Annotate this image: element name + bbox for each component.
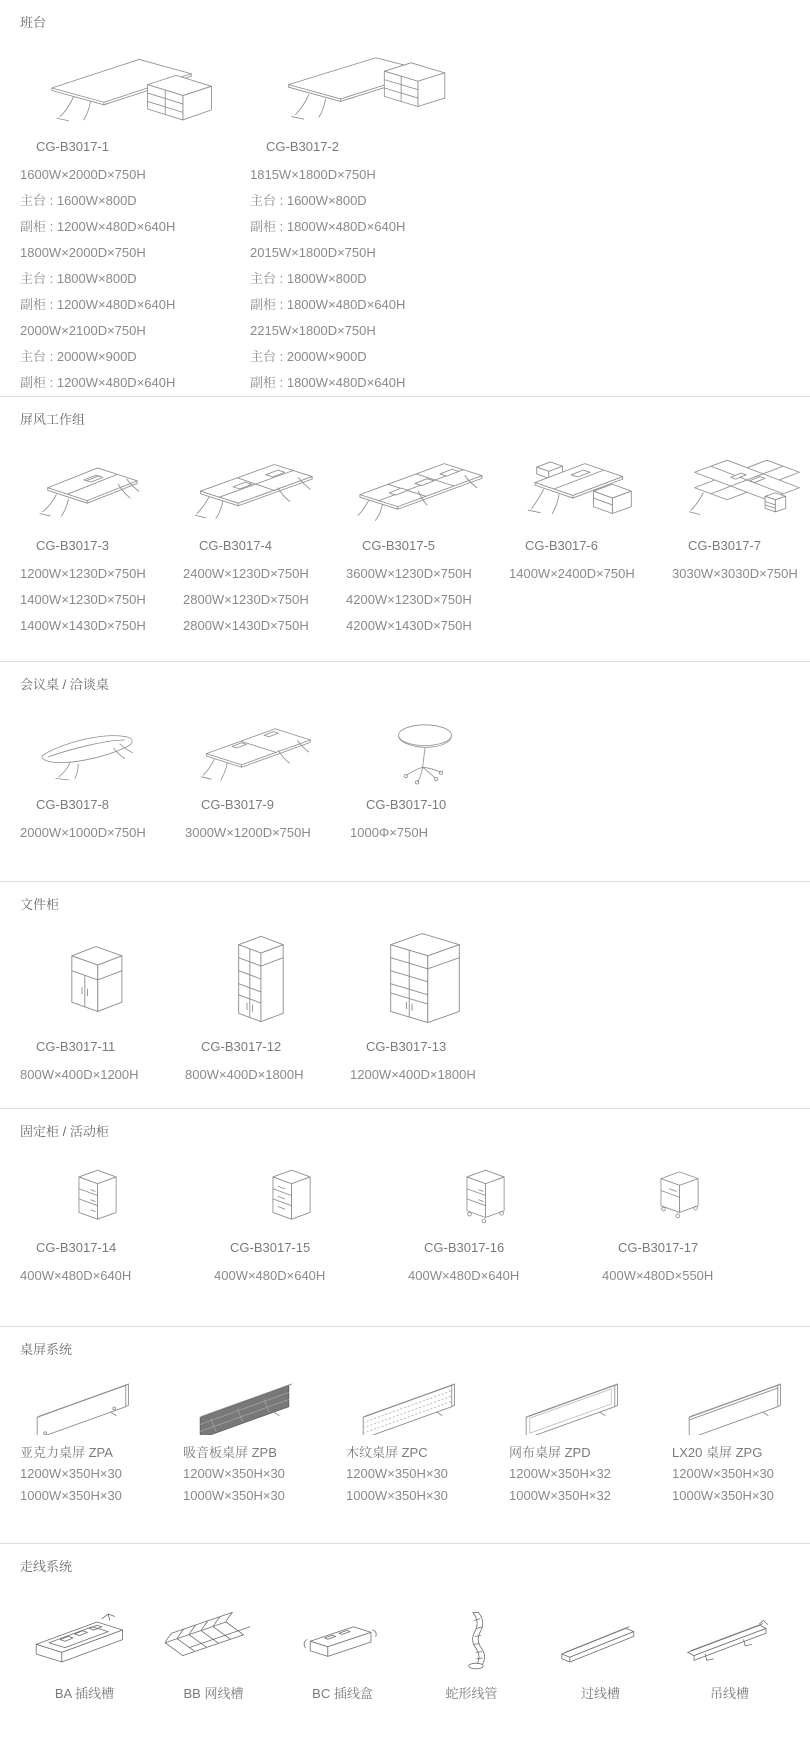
conference-rect-table-drawing <box>185 708 335 788</box>
product-spec-line: 1400W×1230D×750H <box>20 592 146 607</box>
product-spec-line: 2000W×1000D×750H <box>20 825 146 840</box>
product-specs <box>602 1263 796 1289</box>
product-code: CG-B3017-1 <box>36 139 109 154</box>
product-specs <box>672 561 810 587</box>
product-specs <box>408 1263 602 1289</box>
product-row <box>20 708 810 846</box>
product-spec-line: 主台 : 2000W×900D <box>20 349 137 364</box>
product-card <box>20 443 183 639</box>
product-specs <box>350 820 515 846</box>
product-specs <box>185 1062 350 1088</box>
product-spec-line: 3600W×1230D×750H <box>346 566 472 581</box>
product-spec-line: 1000W×350H×32 <box>509 1488 611 1503</box>
section-title-pedestals: 固定柜 / 活动柜 <box>20 1124 109 1139</box>
product-card <box>20 708 185 846</box>
product-spec-line: 1000W×350H×30 <box>672 1488 774 1503</box>
product-spec-line: 2800W×1230D×750H <box>183 592 309 607</box>
product-spec-line: 主台 : 1800W×800D <box>250 271 367 286</box>
product-name: BB 网线槽 <box>183 1686 244 1701</box>
product-code: CG-B3017-13 <box>366 1039 447 1054</box>
product-card <box>185 928 350 1088</box>
round-table-drawing <box>350 708 500 788</box>
product-spec-line: 副柜 : 1200W×480D×640H <box>20 219 176 234</box>
product-spec-line: 副柜 : 1800W×480D×640H <box>250 219 406 234</box>
product-code: CG-B3017-9 <box>201 797 274 812</box>
section-workstations <box>0 396 810 661</box>
cable-tray-ba-drawing <box>25 1596 145 1670</box>
product-row <box>20 1155 810 1289</box>
product-card <box>407 1590 536 1704</box>
product-spec-line: 主台 : 2000W×900D <box>250 349 367 364</box>
product-specs <box>20 1263 214 1289</box>
product-card <box>20 1373 183 1507</box>
section-file-cabinets <box>0 881 810 1108</box>
product-specs <box>346 1463 509 1507</box>
product-spec-line: 2215W×1800D×750H <box>250 323 376 338</box>
product-spec-line: 副柜 : 1200W×480D×640H <box>20 297 176 312</box>
product-spec-line: 1200W×350H×32 <box>509 1466 611 1481</box>
product-spec-line: 1200W×350H×30 <box>183 1466 285 1481</box>
product-row <box>20 928 810 1088</box>
product-specs <box>672 1463 810 1507</box>
product-specs <box>20 1062 185 1088</box>
product-spec-line: 1400W×1430D×750H <box>20 618 146 633</box>
product-card <box>346 443 509 639</box>
pedestal-fixed-drawing <box>20 1155 170 1231</box>
product-specs <box>346 561 509 639</box>
product-spec-line: 4200W×1230D×750H <box>346 592 472 607</box>
product-specs <box>250 162 480 396</box>
section-title-bantai: 班台 <box>20 15 47 30</box>
product-code: CG-B3017-17 <box>618 1240 699 1255</box>
product-row <box>20 1590 796 1704</box>
product-card <box>20 1590 149 1704</box>
product-code: CG-B3017-3 <box>36 538 109 553</box>
product-specs <box>350 1062 515 1088</box>
product-card <box>509 443 672 587</box>
product-card <box>350 708 515 846</box>
product-spec-line: 1000W×350H×30 <box>346 1488 448 1503</box>
product-specs <box>20 162 250 396</box>
product-spec-line: 主台 : 1600W×800D <box>20 193 137 208</box>
product-code: CG-B3017-16 <box>424 1240 505 1255</box>
conference-boat-table-drawing <box>20 708 170 788</box>
product-spec-line: 2800W×1430D×750H <box>183 618 309 633</box>
screen-mesh-drawing <box>509 1373 655 1435</box>
product-card <box>509 1373 672 1507</box>
product-spec-line: 1000W×350H×30 <box>183 1488 285 1503</box>
product-card <box>250 46 480 396</box>
product-specs <box>20 820 185 846</box>
product-card <box>346 1373 509 1507</box>
product-name: LX20 桌屏 ZPG <box>672 1445 763 1460</box>
product-spec-line: 1200W×1230D×750H <box>20 566 146 581</box>
product-card <box>665 1590 794 1704</box>
cable-box-bc-drawing <box>283 1596 403 1670</box>
product-code: CG-B3017-12 <box>201 1039 282 1054</box>
product-spec-line: 3000W×1200D×750H <box>185 825 311 840</box>
product-spec-line: 4200W×1430D×750H <box>346 618 472 633</box>
product-spec-line: 1000W×350H×30 <box>20 1488 122 1503</box>
section-title-desk-screens: 桌屏系统 <box>20 1342 73 1357</box>
section-conference <box>0 661 810 881</box>
product-name: 吊线槽 <box>709 1686 749 1701</box>
product-card <box>20 928 185 1088</box>
product-spec-line: 400W×480D×640H <box>408 1268 520 1283</box>
product-specs <box>185 820 350 846</box>
executive-desk-right-drawing <box>250 46 480 130</box>
product-card <box>672 1373 810 1507</box>
product-spec-line: 2000W×2100D×750H <box>20 323 146 338</box>
screen-acrylic-drawing <box>20 1373 166 1435</box>
bench-6seat-drawing <box>346 443 496 529</box>
product-card <box>214 1155 408 1289</box>
product-specs <box>20 1463 183 1507</box>
product-card <box>183 1373 346 1507</box>
product-name: 过线槽 <box>580 1686 620 1701</box>
product-spec-line: 3030W×3030D×750H <box>672 566 798 581</box>
product-code: CG-B3017-14 <box>36 1240 117 1255</box>
product-code: CG-B3017-5 <box>362 538 435 553</box>
product-spec-line: 800W×400D×1200H <box>20 1067 139 1082</box>
product-specs <box>183 561 346 639</box>
section-title-cable-system: 走线系统 <box>20 1559 73 1574</box>
screen-lx20-drawing <box>672 1373 810 1435</box>
product-card <box>185 708 350 846</box>
product-name: BC 插线盒 <box>312 1686 373 1701</box>
product-specs <box>183 1463 346 1507</box>
product-spec-line: 主台 : 1800W×800D <box>20 271 137 286</box>
pedestal-low-drawing <box>602 1155 752 1231</box>
pedestal-drawer-drawing <box>214 1155 364 1231</box>
product-spec-line: 1200W×350H×30 <box>346 1466 448 1481</box>
product-row <box>20 1373 810 1507</box>
product-card <box>672 443 810 587</box>
product-spec-line: 1400W×2400D×750H <box>509 566 635 581</box>
product-card <box>408 1155 602 1289</box>
section-pedestals <box>0 1108 810 1326</box>
product-card <box>149 1590 278 1704</box>
product-spec-line: 2015W×1800D×750H <box>250 245 376 260</box>
product-card <box>278 1590 407 1704</box>
executive-desk-left-drawing <box>20 46 250 130</box>
product-card <box>183 443 346 639</box>
cabinet-wide-drawing <box>350 928 500 1030</box>
section-title-conference: 会议桌 / 洽谈桌 <box>20 677 109 692</box>
section-cable-system <box>0 1543 810 1751</box>
product-row <box>20 46 810 396</box>
product-specs <box>20 561 183 639</box>
product-spec-line: 副柜 : 1800W×480D×640H <box>250 375 406 390</box>
product-code: CG-B3017-2 <box>266 139 339 154</box>
product-card <box>20 1155 214 1289</box>
product-row <box>20 443 810 639</box>
product-spec-line: 400W×480D×550H <box>602 1268 714 1283</box>
product-name: 蛇形线管 <box>445 1686 498 1701</box>
cabinet-low-drawing <box>20 928 170 1030</box>
screen-acoustic-drawing <box>183 1373 329 1435</box>
product-spec-line: 1800W×2000D×750H <box>20 245 146 260</box>
product-specs <box>509 561 672 587</box>
bench-2seat-drawing <box>20 443 170 529</box>
pass-tray-drawing <box>541 1596 661 1670</box>
product-card <box>350 928 515 1088</box>
product-spec-line: 主台 : 1600W×800D <box>250 193 367 208</box>
product-spec-line: 副柜 : 1200W×480D×640H <box>20 375 176 390</box>
product-spec-line: 1200W×350H×30 <box>672 1466 774 1481</box>
product-spec-line: 1600W×2000D×750H <box>20 167 146 182</box>
product-spec-line: 2400W×1230D×750H <box>183 566 309 581</box>
section-desk-screens <box>0 1326 810 1543</box>
product-name: 网布桌屏 ZPD <box>509 1445 591 1460</box>
product-specs <box>509 1463 672 1507</box>
screen-wood-drawing <box>346 1373 492 1435</box>
product-name: 吸音板桌屏 ZPB <box>183 1445 277 1460</box>
product-spec-line: 1200W×350H×30 <box>20 1466 122 1481</box>
product-code: CG-B3017-6 <box>525 538 598 553</box>
product-spec-line: 800W×400D×1800H <box>185 1067 304 1082</box>
hanging-tray-drawing <box>670 1596 790 1670</box>
section-bantai <box>0 0 810 396</box>
product-name: 亚克力桌屏 ZPA <box>20 1445 113 1460</box>
product-code: CG-B3017-7 <box>688 538 761 553</box>
product-code: CG-B3017-4 <box>199 538 272 553</box>
bench-cross-drawing <box>672 443 810 529</box>
product-code: CG-B3017-15 <box>230 1240 311 1255</box>
product-spec-line: 1815W×1800D×750H <box>250 167 376 182</box>
product-card <box>602 1155 796 1289</box>
product-specs <box>214 1263 408 1289</box>
product-spec-line: 400W×480D×640H <box>214 1268 326 1283</box>
product-card <box>536 1590 665 1704</box>
section-title-file-cabinets: 文件柜 <box>20 897 60 912</box>
cable-basket-bb-drawing <box>154 1596 274 1670</box>
product-card <box>20 46 250 396</box>
product-spec-line: 1000Φ×750H <box>350 825 428 840</box>
section-title-workstations: 屏风工作组 <box>20 412 86 427</box>
product-code: CG-B3017-8 <box>36 797 109 812</box>
product-spec-line: 1200W×400D×1800H <box>350 1067 476 1082</box>
product-code: CG-B3017-11 <box>36 1039 116 1054</box>
product-code: CG-B3017-10 <box>366 797 447 812</box>
product-name: BA 插线槽 <box>54 1686 115 1701</box>
product-name: 木纹桌屏 ZPC <box>346 1445 428 1460</box>
bench-4seat-drawing <box>183 443 333 529</box>
product-spec-line: 副柜 : 1800W×480D×640H <box>250 297 406 312</box>
product-spec-line: 400W×480D×640H <box>20 1268 132 1283</box>
snake-tube-drawing <box>412 1596 532 1670</box>
bench-cabinet-drawing <box>509 443 659 529</box>
cabinet-tall-drawing <box>185 928 335 1030</box>
pedestal-mobile-drawing <box>408 1155 558 1231</box>
